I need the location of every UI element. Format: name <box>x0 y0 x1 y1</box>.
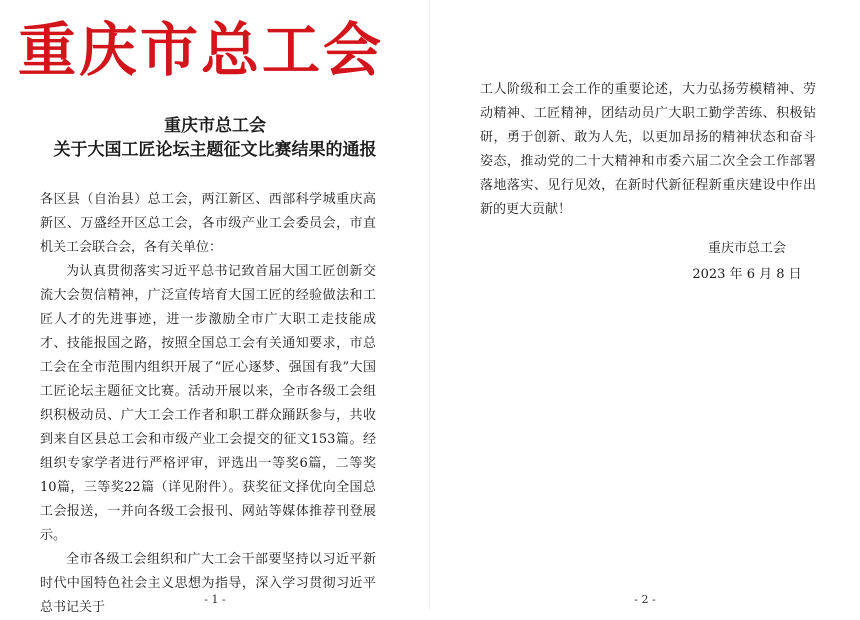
red-masthead: 重庆市总工会 <box>18 16 385 84</box>
signature-date: 2023 年 6 月 8 日 <box>692 267 802 282</box>
addressee: 各区县（自治县）总工会，两江新区、西部科学城重庆高新区、万盛经开区总工会，各市级产业工会委员会，市直机关工会联合会，各有关单位： <box>40 192 376 255</box>
paragraph-1: 为认真贯彻落实习近平总书记致首届大国工匠创新交流大会贺信精神，广泛宣传培育大国工匠的经验做法和工匠人才的先进事迹，进一步激励全市广大职工走技能成才、技能报国之路，按照全国总工会有关通知要求，市总工会在全市范围内组织开展了“匠心逐梦、强国有我”大国工匠论坛主题征文比赛。活动开展以来，全市各级工会组织积极动员、广大工会工作者和职工群众踊跃参与，共收到来自区县总工会和市级产业工会提交的征文153篇。经组织专家学者进行严格评审，评选出一等奖6篇，二等奖10篇，三等奖22篇（详见附件）。获奖征文择优向全国总工会报送，一并向各级工会报刊、网站等媒体推荐刊登展示。 <box>40 264 376 543</box>
title-subject: 关于大国工匠论坛主题征文比赛结果的通报 <box>53 140 377 160</box>
page-1-body <box>40 188 376 620</box>
page-1 <box>0 0 430 615</box>
paragraph-continued: 工人阶级和工会工作的重要论述，大力弘扬劳模精神、劳动精神、工匠精神，团结动员广大职工勤学苦练、积极钻研，勇于创新、敢为人先，以更加昂扬的精神状态和奋斗姿态，推动党的二十大精神和市委六届二次全会工作部署落地落实、见行见效，在新时代新征程新重庆建设中作出新的更大贡献！ <box>480 82 816 217</box>
title-issuer: 重庆市总工会 <box>164 116 266 136</box>
signature-organization: 重庆市总工会 <box>707 241 786 256</box>
document-title <box>40 114 390 162</box>
page-2-body <box>480 78 816 222</box>
signature-block <box>682 236 812 288</box>
page-number-1: - 1 - <box>204 593 226 606</box>
paragraph-2: 全市各级工会组织和广大工会干部要坚持以习近平新时代中国特色社会主义思想为指导，深入学习贯彻习近平总书记关于 <box>40 552 376 615</box>
page-2 <box>430 0 860 610</box>
page-number-2: - 2 - <box>634 593 656 606</box>
